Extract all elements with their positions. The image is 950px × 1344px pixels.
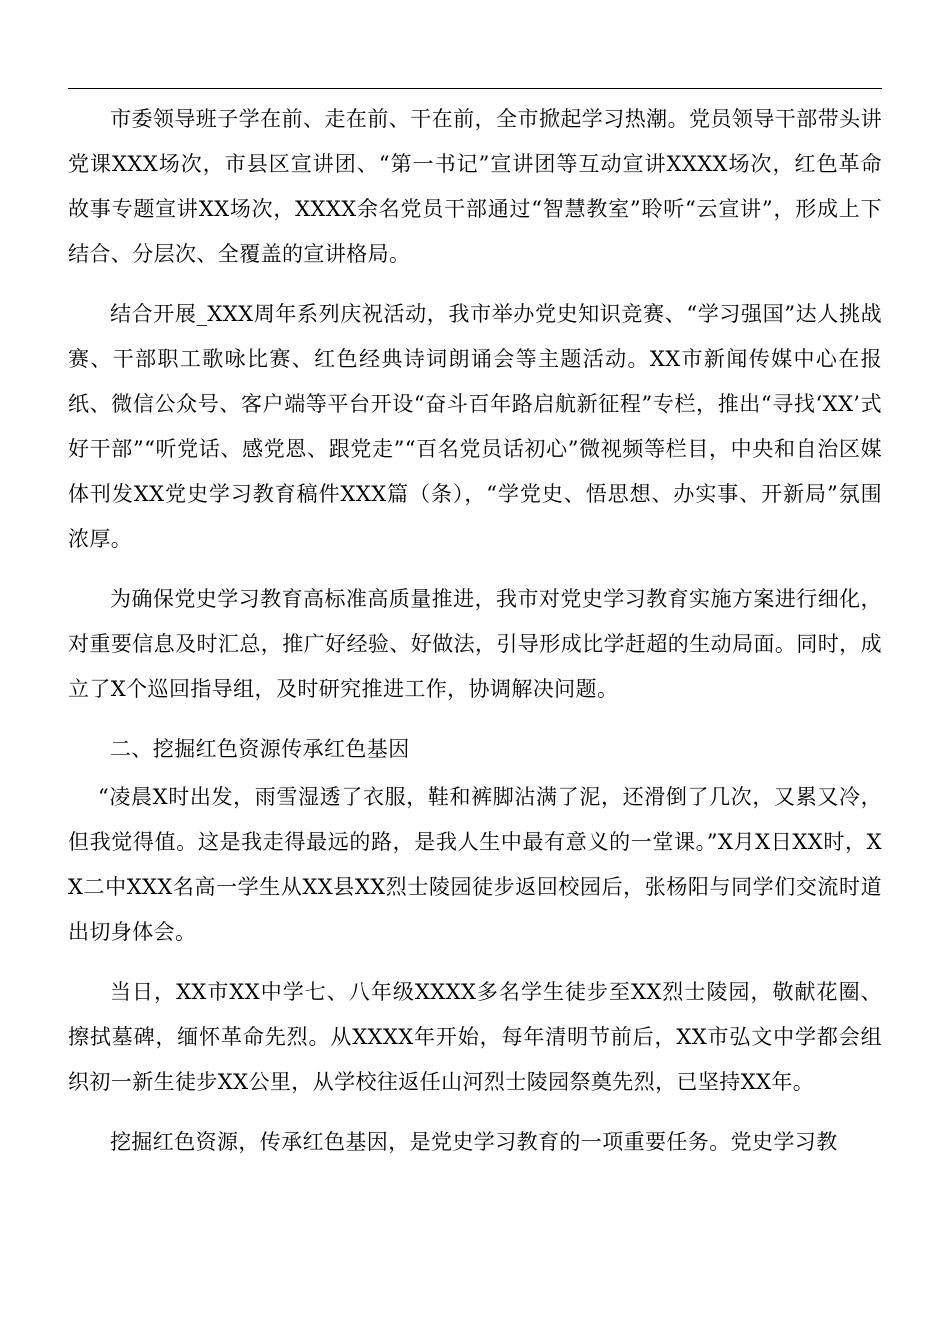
paragraph: 市委领导班子学在前、走在前、干在前，全市掀起学习热潮。党员领导干部带头讲党课XXX场次，市县区宣讲团、“第一书记”宣讲团等互动宣讲XXXX场次，红色革命故事专题宣讲XX场次，XXXX余名党员干部通过“智慧教室”聆听“云宣讲”，形成上下结合、分层次、全覆盖的宣讲格局。 bbox=[68, 107, 882, 266]
paragraph: 挖掘红色资源，传承红色基因，是党史学习教育的一项重要任务。党史学习教 bbox=[110, 1130, 838, 1154]
paragraph: “凌晨X时出发，雨雪湿透了衣服，鞋和裤脚沾满了泥，还滑倒了几次，又累又冷，但我觉得值。这是我走得最远的路，是我人生中最有意义的一堂课。”X月X日XX时，XX二中XXX名高一学生从XX县XX烈士陵园徒步返回校园后，张杨阳与同学们交流时道出切身体会。 bbox=[68, 785, 882, 944]
paragraph: 当日，XX市XX中学七、八年级XXXX多名学生徒步至XX烈士陵园，敬献花圈、擦拭墓碑，缅怀革命先烈。从XXXX年开始，每年清明节前后，XX市弘文中学都会组织初一新生徒步XX公里，从学校往返任山河烈士陵园祭奠先烈，已坚持XX年。 bbox=[68, 980, 882, 1094]
paragraph: 为确保党史学习教育高标准高质量推进，我市对党史学习教育实施方案进行细化，对重要信息及时汇总，推广好经验、好做法，引导形成比学赶超的生动局面。同时，成立了X个巡回指导组，及时研究推进工作，协调解决问题。 bbox=[68, 587, 882, 701]
paragraph: 结合开展_XXX周年系列庆祝活动，我市举办党史知识竞赛、“学习强国”达人挑战赛、干部职工歌咏比赛、红色经典诗词朗诵会等主题活动。XX市新闻传媒中心在报纸、微信公众号、客户端等平台开设“奋斗百年路启航新征程”专栏，推出“寻找‘XX’式好干部”“听党话、感党恩、跟党走”“百名党员话初心”微视频等栏目，中央和自治区媒体刊发XX党史学习教育稿件XXX篇（条），“学党史、悟思想、办实事、开新局”氛围浓厚。 bbox=[68, 302, 882, 551]
header-rule bbox=[68, 88, 882, 89]
document-body bbox=[68, 97, 882, 1180]
section-heading: 二、挖掘红色资源传承红色基因 bbox=[110, 737, 410, 761]
